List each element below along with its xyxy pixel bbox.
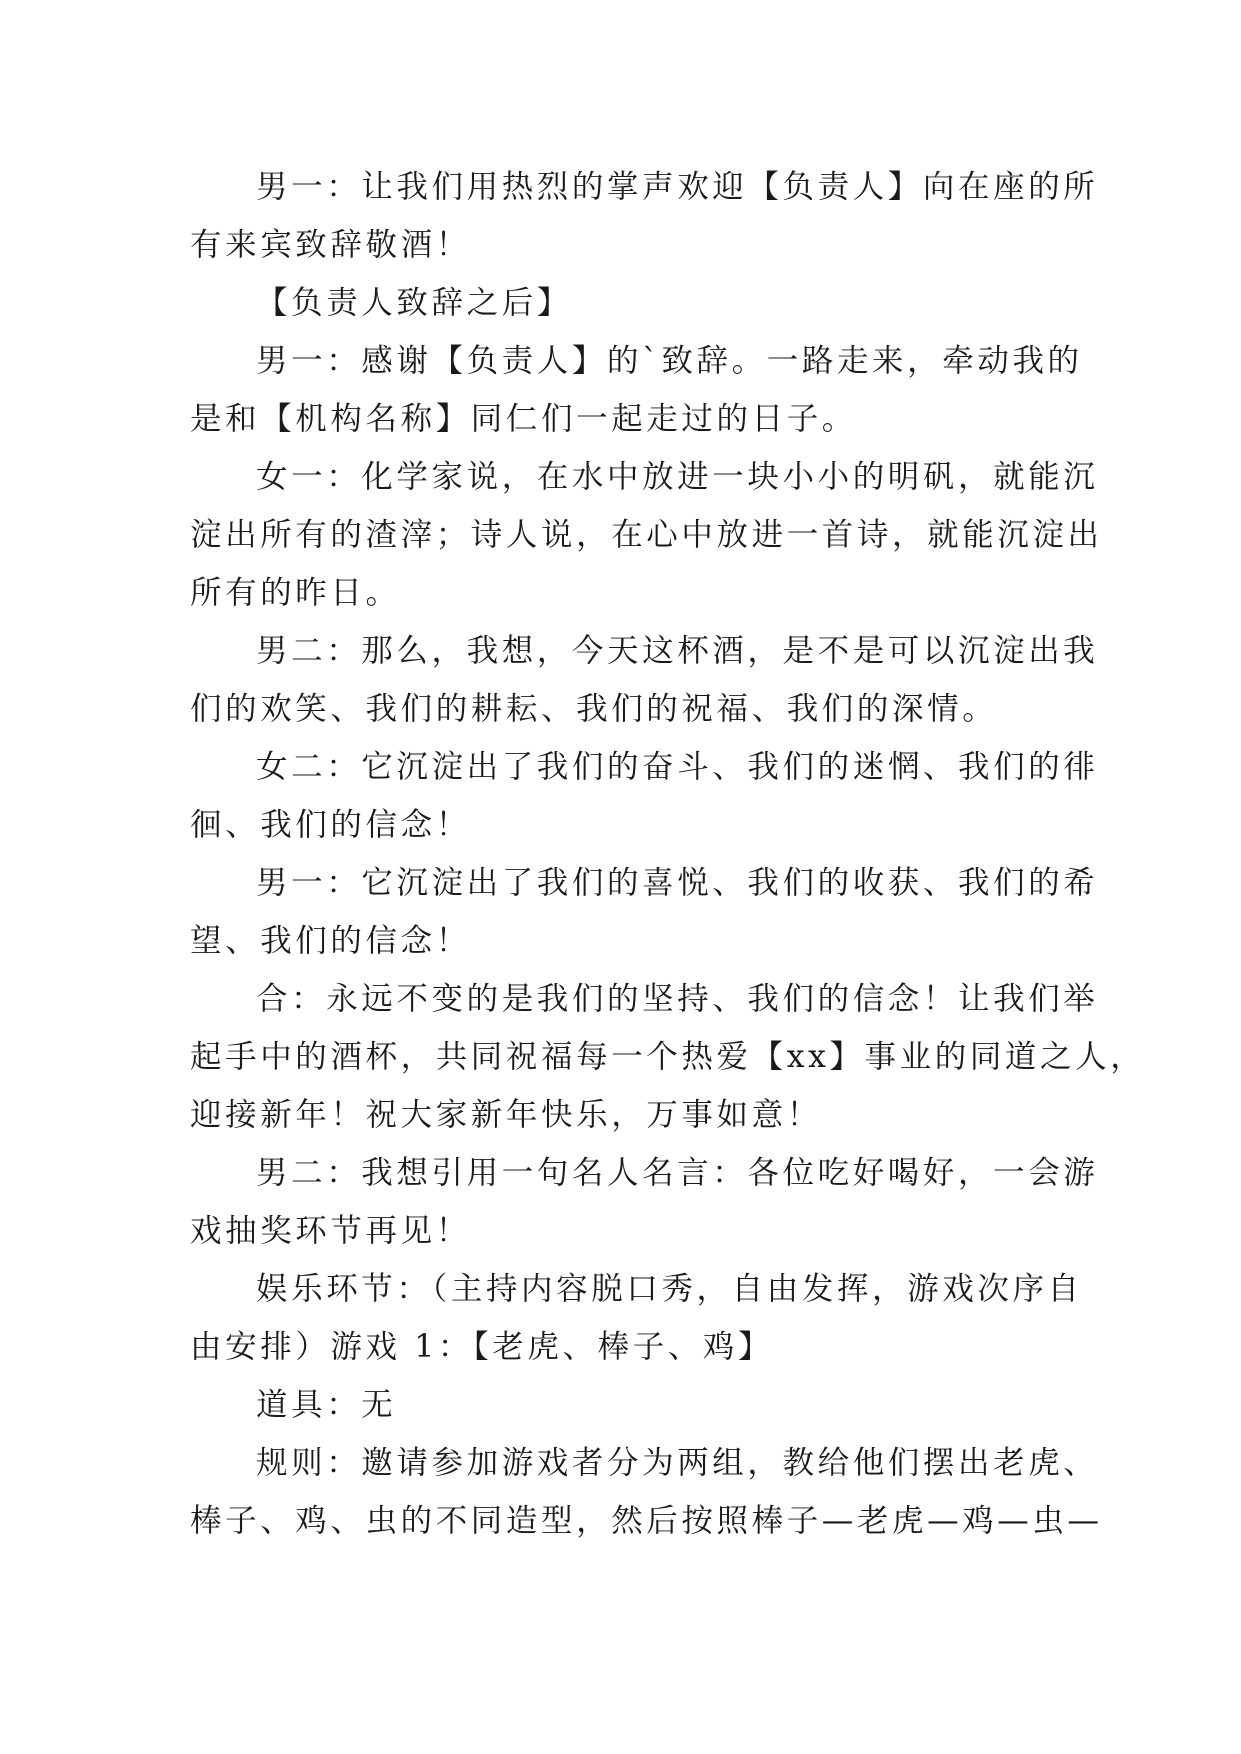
text-line: 起手中的酒杯，共同祝福每一个热爱【xx】事业的同道之人， — [190, 1039, 1146, 1075]
text-line: 迎接新年！祝大家新年快乐，万事如意！ — [190, 1097, 822, 1133]
text-line: 【负责人致辞之后】 — [256, 285, 572, 321]
text-line: 戏抽奖环节再见！ — [190, 1213, 471, 1249]
text-line: 合：永远不变的是我们的坚持、我们的信念！让我们举 — [256, 981, 1099, 1017]
text-line: 棒子、鸡、虫的不同造型，然后按照棒子—老虎—鸡—虫— — [190, 1503, 1103, 1539]
text-line: 男一：让我们用热烈的掌声欢迎【负责人】向在座的所 — [256, 169, 1099, 205]
text-line: 望、我们的信念！ — [190, 923, 471, 959]
text-line: 道具：无 — [256, 1387, 397, 1423]
text-line: 所有的昨日。 — [190, 575, 401, 611]
text-line: 男一：它沉淀出了我们的喜悦、我们的收获、我们的希 — [256, 865, 1099, 901]
text-line: 女一：化学家说，在水中放进一块小小的明矾，就能沉 — [256, 459, 1099, 495]
text-line: 男二：我想引用一句名人名言：各位吃好喝好，一会游 — [256, 1155, 1099, 1191]
text-line: 娱乐环节：（主持内容脱口秀，自由发挥，游戏次序自 — [256, 1271, 1083, 1307]
text-line: 男二：那么，我想，今天这杯酒，是不是可以沉淀出我 — [256, 633, 1099, 669]
text-line: 女二：它沉淀出了我们的奋斗、我们的迷惘、我们的徘 — [256, 749, 1099, 785]
text-line: 淀出所有的渣滓；诗人说，在心中放进一首诗，就能沉淀出 — [190, 517, 1103, 553]
text-line: 们的欢笑、我们的耕耘、我们的祝福、我们的深情。 — [190, 691, 998, 727]
text-line: 规则：邀请参加游戏者分为两组，教给他们摆出老虎、 — [256, 1445, 1099, 1481]
text-line: 徊、我们的信念！ — [190, 807, 471, 843]
text-line: 是和【机构名称】同仁们一起走过的日子。 — [190, 401, 857, 437]
text-line: 有来宾致辞敬酒！ — [190, 227, 471, 263]
text-line: 男一：感谢【负责人】的`致辞。一路走来，牵动我的 — [256, 343, 1083, 379]
text-line: 由安排）游戏 1：【老虎、棒子、鸡】 — [190, 1329, 774, 1365]
document-body — [190, 158, 1146, 1550]
